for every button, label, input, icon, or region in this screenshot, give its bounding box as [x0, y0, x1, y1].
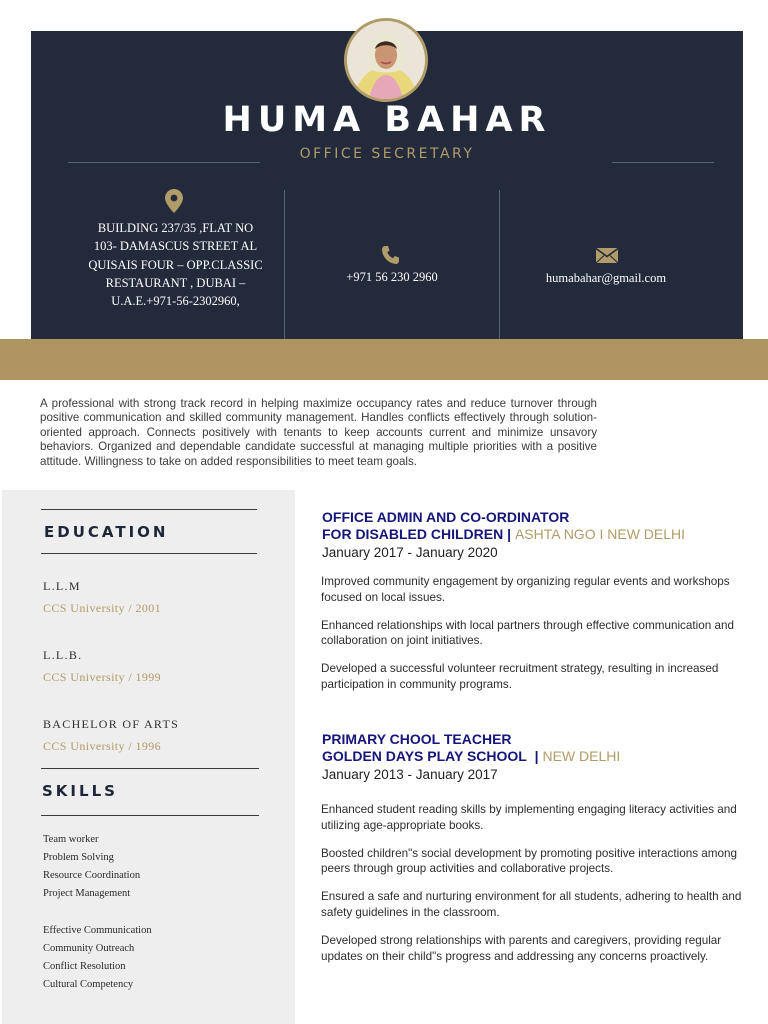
profile-photo-image — [347, 21, 425, 99]
experience-bullets — [321, 802, 751, 977]
education-degree: BACHELOR OF ARTS — [43, 717, 180, 731]
experience-company: FOR DISABLED CHILDREN — [322, 526, 504, 542]
skill-item: Effective Communication — [43, 925, 152, 936]
location-pin-icon — [165, 189, 183, 217]
skills-rule-bottom — [41, 815, 259, 816]
experience-dates: January 2017 - January 2020 — [322, 545, 498, 560]
skill-item: Project Management — [43, 888, 131, 899]
contact-divider-2 — [499, 190, 500, 339]
candidate-name: HUMA BAHAR — [222, 100, 552, 140]
education-degree: L.L.B. — [43, 648, 83, 662]
experience-separator: | — [534, 748, 539, 764]
skill-item: Community Outreach — [43, 943, 135, 954]
experience-role: OFFICE ADMIN AND CO-ORDINATOR — [322, 509, 570, 525]
contact-email[interactable]: humabahar@gmail.com — [545, 271, 667, 285]
experience-separator: | — [507, 526, 512, 542]
experience-bullet: Ensured a safe and nurturing environment for all students, adhering to health and safety guidelines in the classroom. — [321, 890, 742, 919]
experience-bullet: Enhanced student reading skills by implementing engaging literacy activities and utilizing age-appropriate books. — [321, 803, 737, 832]
experience-bullets — [321, 574, 751, 705]
experience-title — [322, 509, 685, 543]
skills-heading: SKILLS — [42, 782, 118, 800]
skills-rule-top — [41, 768, 259, 769]
experience-bullet: Developed strong relationships with parents and caregivers, providing regular updates on their child"s progress and addressing any concerns proactively. — [321, 934, 722, 963]
education-degree: L.L.M — [43, 579, 81, 593]
education-university: CCS University / 2001 — [43, 601, 162, 615]
contact-phone[interactable]: +971 56 230 2960 — [346, 270, 438, 284]
profile-summary: A professional with strong track record in helping maximize occupancy rates and reduce turnover through positive communication and skilled community management. Handles conflicts effectively through solution-oriented approach. Connects positively with tenants to keep accounts current and minimize unsavory behaviors. Organized and dependable candidate successful at managing multiple priorities with a positive attitude. Willingness to take on added responsibilities to meet team goals. — [40, 397, 597, 468]
experience-bullet: Boosted children"s social development by promoting positive interactions among peers through group activities and collaborative projects. — [321, 846, 738, 876]
experience-role-line2 — [322, 748, 620, 765]
experience-company: GOLDEN DAYS PLAY SCHOOL — [322, 748, 527, 764]
experience-title — [322, 731, 620, 765]
job-title: OFFICE SECRETARY — [299, 146, 475, 162]
education-university: CCS University / 1996 — [43, 739, 162, 753]
experience-bullet: Improved community engagement by organizing regular events and workshops focused on local issues. — [321, 575, 730, 604]
education-rule-bottom — [41, 553, 257, 554]
experience-organization: NEW DELHI — [542, 748, 621, 764]
education-heading: EDUCATION — [44, 523, 169, 541]
title-divider-right — [612, 162, 714, 163]
experience-dates: January 2013 - January 2017 — [322, 767, 498, 782]
contact-divider-1 — [284, 190, 285, 339]
skill-item: Resource Coordination — [43, 870, 141, 881]
skill-item: Conflict Resolution — [43, 961, 126, 972]
skill-item: Problem Solving — [43, 852, 114, 863]
education-rule-top — [41, 509, 257, 510]
experience-bullet: Developed a successful volunteer recruitment strategy, resulting in increased participation in community programs. — [321, 662, 719, 691]
profile-photo — [344, 18, 428, 102]
skills-list-secondary — [43, 922, 152, 994]
phone-icon — [382, 246, 399, 268]
experience-role: PRIMARY CHOOL TEACHER — [322, 731, 512, 747]
accent-band — [0, 339, 768, 380]
title-divider-left — [68, 162, 260, 163]
experience-bullet: Enhanced relationships with local partners through effective communication and collaboration on joint initiatives. — [321, 618, 734, 648]
skill-item: Cultural Competency — [43, 979, 134, 990]
skills-list-primary — [43, 831, 140, 903]
skill-item: Team worker — [43, 834, 99, 845]
education-university: CCS University / 1999 — [43, 670, 162, 684]
contact-address: BUILDING 237/35 ,FLAT NO 103- DAMASCUS STREET AL QUISAIS FOUR – OPP.CLASSIC RESTAURANT , DUBAI – U.A.E.+971-56-2302960, — [88, 221, 263, 309]
experience-organization: ASHTA NGO I NEW DELHI — [514, 526, 686, 542]
experience-role-line2 — [322, 526, 685, 543]
envelope-icon — [596, 248, 618, 267]
